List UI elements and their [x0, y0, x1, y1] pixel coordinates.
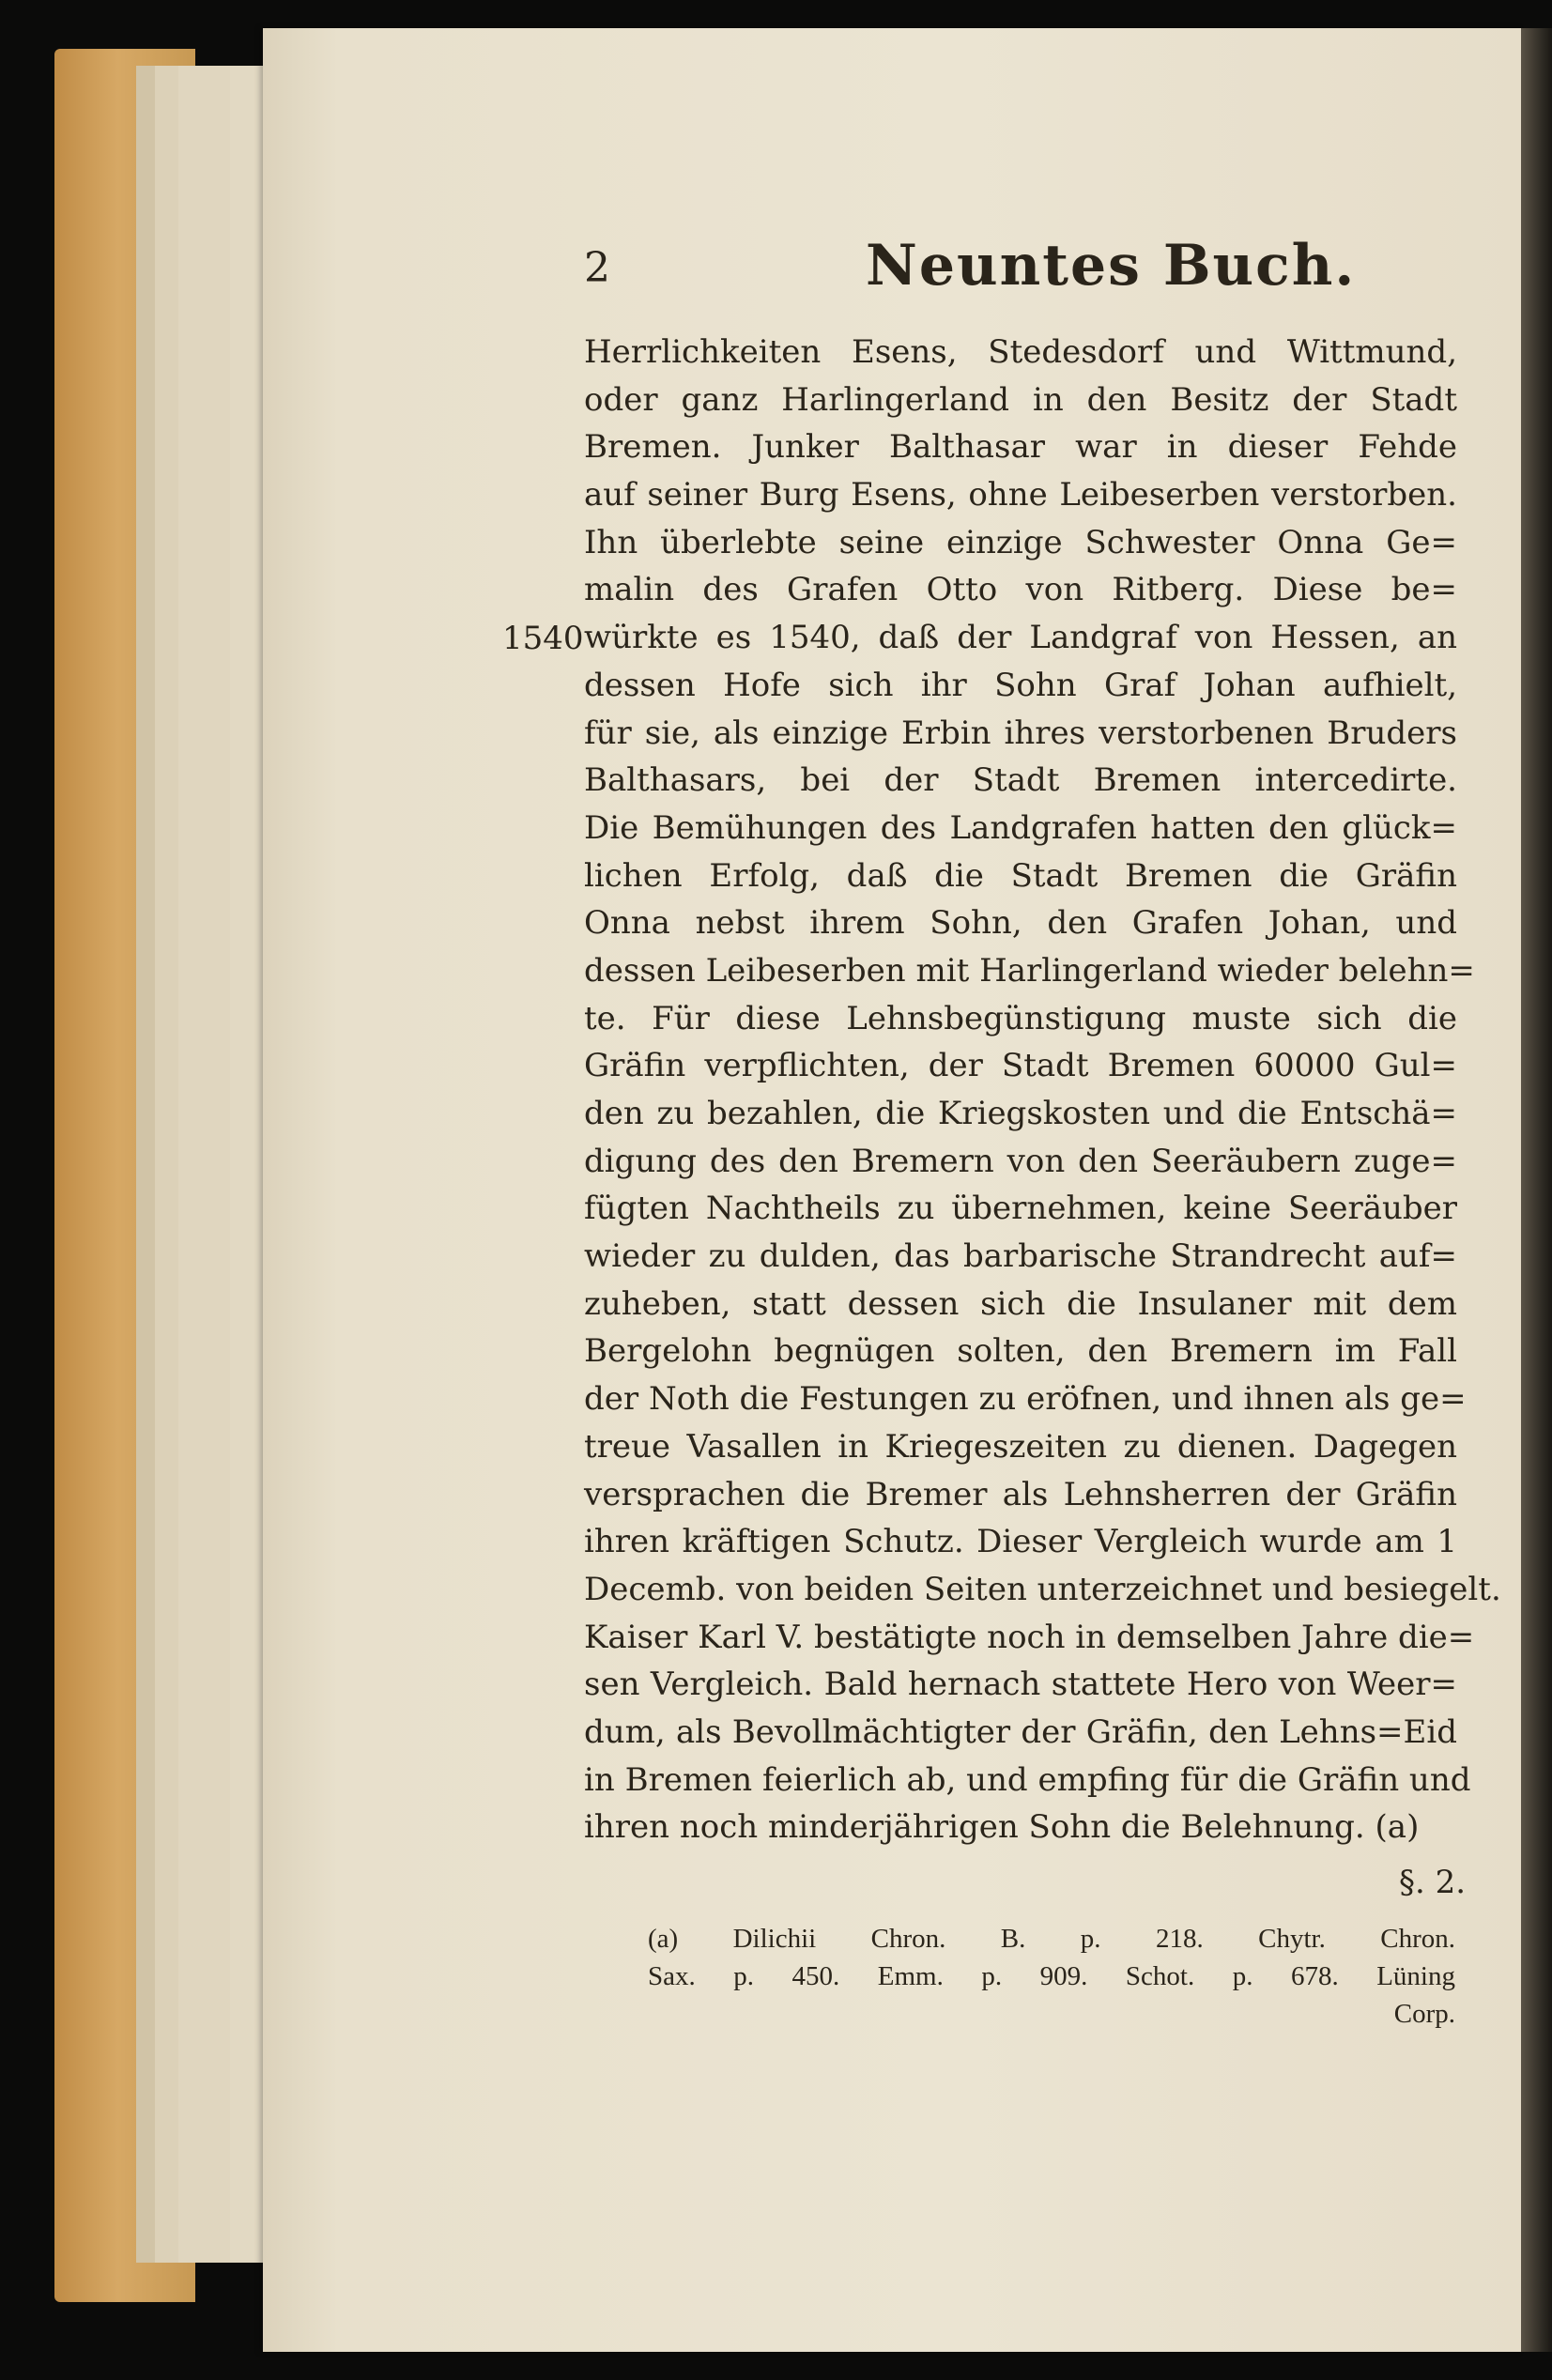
text-line: würkte es 1540, daß der Landgraf von Hessen, an: [584, 619, 1457, 657]
text-line: der Noth die Festungen zu eröfnen, und ihnen als ge=: [584, 1380, 1467, 1419]
text-line: versprachen die Bremer als Lehnsherren der Gräfin: [584, 1475, 1457, 1513]
page-header: [584, 225, 1457, 310]
text-line: dessen Leibeserben mit Harlingerland wieder belehn=: [584, 951, 1475, 990]
text-line: oder ganz Harlingerland in den Besitz der Stadt: [584, 380, 1457, 419]
page-number: 2: [584, 244, 610, 292]
text-line: Bremen. Junker Balthasar war in dieser Fehde: [584, 428, 1457, 467]
text-line: Decemb. von beiden Seiten unterzeichnet und besiegelt.: [584, 1570, 1501, 1608]
footnote-line: Sax. p. 450. Emm. p. 909. Schot. p. 678. Lüning: [648, 1961, 1455, 1991]
text-line: Gräfin verpflichten, der Stadt Bremen 60000 Gul=: [584, 1047, 1457, 1085]
text-line: malin des Grafen Otto von Ritberg. Diese be=: [584, 571, 1457, 609]
catchword: §. 2.: [1399, 1864, 1467, 1901]
text-line: Onna nebst ihrem Sohn, den Grafen Johan, und: [584, 904, 1457, 943]
text-line: Bergelohn begnügen solten, den Bremern im Fall: [584, 1332, 1457, 1371]
text-line: ihren kräftigen Schutz. Dieser Vergleich wurde am 1: [584, 1523, 1457, 1561]
text-line: Die Bemühungen des Landgrafen hatten den glück=: [584, 808, 1457, 847]
footnote-line: Corp.: [1393, 1999, 1455, 2029]
text-line: lichen Erfolg, daß die Stadt Bremen die Gräfin: [584, 856, 1457, 895]
text-line: in Bremen feierlich ab, und empfing für die Gräfin und: [584, 1760, 1471, 1799]
text-line: Balthasars, bei der Stadt Bremen intercedirte.: [584, 761, 1457, 800]
text-line: den zu bezahlen, die Kriegskosten und die Entschä=: [584, 1095, 1457, 1132]
margin-year-note: 1540: [502, 620, 584, 657]
text-line: auf seiner Burg Esens, ohne Leibeserben verstorben.: [584, 476, 1457, 514]
text-line: treue Vasallen in Kriegeszeiten zu dienen. Dagegen: [584, 1427, 1457, 1466]
body-text: [584, 329, 1501, 1851]
text-line: Ihn überlebte seine einzige Schwester Onna Ge=: [584, 523, 1457, 561]
text-line: Kaiser Karl V. bestätigte noch in demselben Jahre die=: [584, 1618, 1475, 1656]
text-line: dessen Hofe sich ihr Sohn Graf Johan aufhielt,: [584, 666, 1457, 704]
footnote: [648, 1920, 1455, 2033]
running-head: Neuntes Buch.: [866, 233, 1357, 299]
text-line: ihren noch minderjährigen Sohn die Belehnung. (a): [584, 1808, 1420, 1847]
text-line: zuheben, statt dessen sich die Insulaner mit dem: [584, 1284, 1457, 1323]
text-line: digung des den Bremern von den Seeräubern zuge=: [584, 1142, 1457, 1180]
text-line: für sie, als einzige Erbin ihres verstorbenen Bruders: [584, 714, 1457, 752]
text-line: Herrlichkeiten Esens, Stedesdorf und Wittmund,: [584, 333, 1457, 371]
text-line: wieder zu dulden, das barbarische Strandrecht auf=: [584, 1237, 1457, 1276]
text-line: te. Für diese Lehnsbegünstigung muste sich die: [584, 999, 1457, 1037]
footnote-line: (a) Dilichii Chron. B. p. 218. Chytr. Chron.: [648, 1924, 1455, 1954]
text-line: fügten Nachtheils zu übernehmen, keine Seeräuber: [584, 1190, 1457, 1228]
text-line: dum, als Bevollmächtigter der Gräfin, den Lehns=Eid: [584, 1712, 1457, 1751]
page-gutter-shadow: [1521, 28, 1552, 2352]
text-line: sen Vergleich. Bald hernach stattete Hero von Weer=: [584, 1666, 1457, 1704]
